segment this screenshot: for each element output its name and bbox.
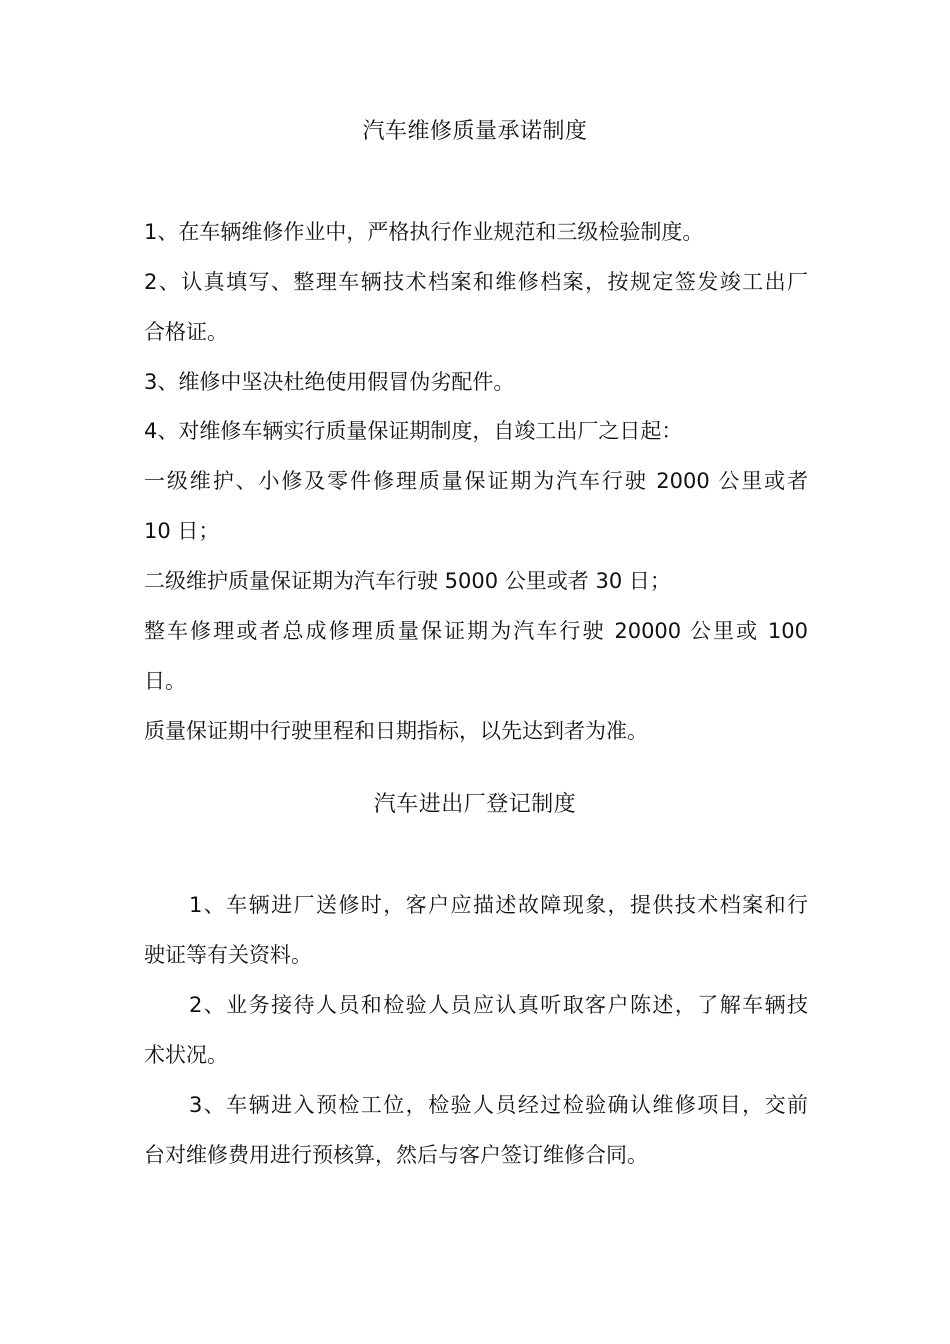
section-title-entry-exit-registration: 汽车进出厂登记制度 xyxy=(373,792,577,817)
text-line: 二级维护质量保证期为汽车行驶 5000 公里或者 30 日； xyxy=(144,569,671,593)
text-line: 驶证等有关资料。 xyxy=(144,943,312,967)
text-line: 日。 xyxy=(144,669,186,693)
text-line: 3、车辆进入预检工位，检验人员经过检验确认维修项目，交前 xyxy=(189,1093,808,1117)
text-line: 2、认真填写、整理车辆技术档案和维修档案，按规定签发竣工出厂 xyxy=(144,270,808,294)
text-line: 一级维护、小修及零件修理质量保证期为汽车行驶 2000 公里或者 xyxy=(144,469,808,493)
text-line: 合格证。 xyxy=(144,320,228,344)
text-line: 整车修理或者总成修理质量保证期为汽车行驶 20000 公里或 100 xyxy=(144,619,808,643)
section-title-quality-commitment: 汽车维修质量承诺制度 xyxy=(362,119,588,144)
text-line: 3、维修中坚决杜绝使用假冒伪劣配件。 xyxy=(144,370,515,394)
text-line: 10 日； xyxy=(144,519,220,543)
text-line: 台对维修费用进行预核算，然后与客户签订维修合同。 xyxy=(144,1143,648,1167)
text-line: 1、车辆进厂送修时，客户应描述故障现象，提供技术档案和行 xyxy=(189,893,808,917)
text-line: 4、对维修车辆实行质量保证期制度，自竣工出厂之日起： xyxy=(144,419,683,443)
text-line: 质量保证期中行驶里程和日期指标，以先达到者为准。 xyxy=(144,719,648,743)
text-line: 术状况。 xyxy=(144,1043,228,1067)
text-line: 1、在车辆维修作业中，严格执行作业规范和三级检验制度。 xyxy=(144,220,704,244)
text-line: 2、业务接待人员和检验人员应认真听取客户陈述，了解车辆技 xyxy=(189,993,808,1017)
